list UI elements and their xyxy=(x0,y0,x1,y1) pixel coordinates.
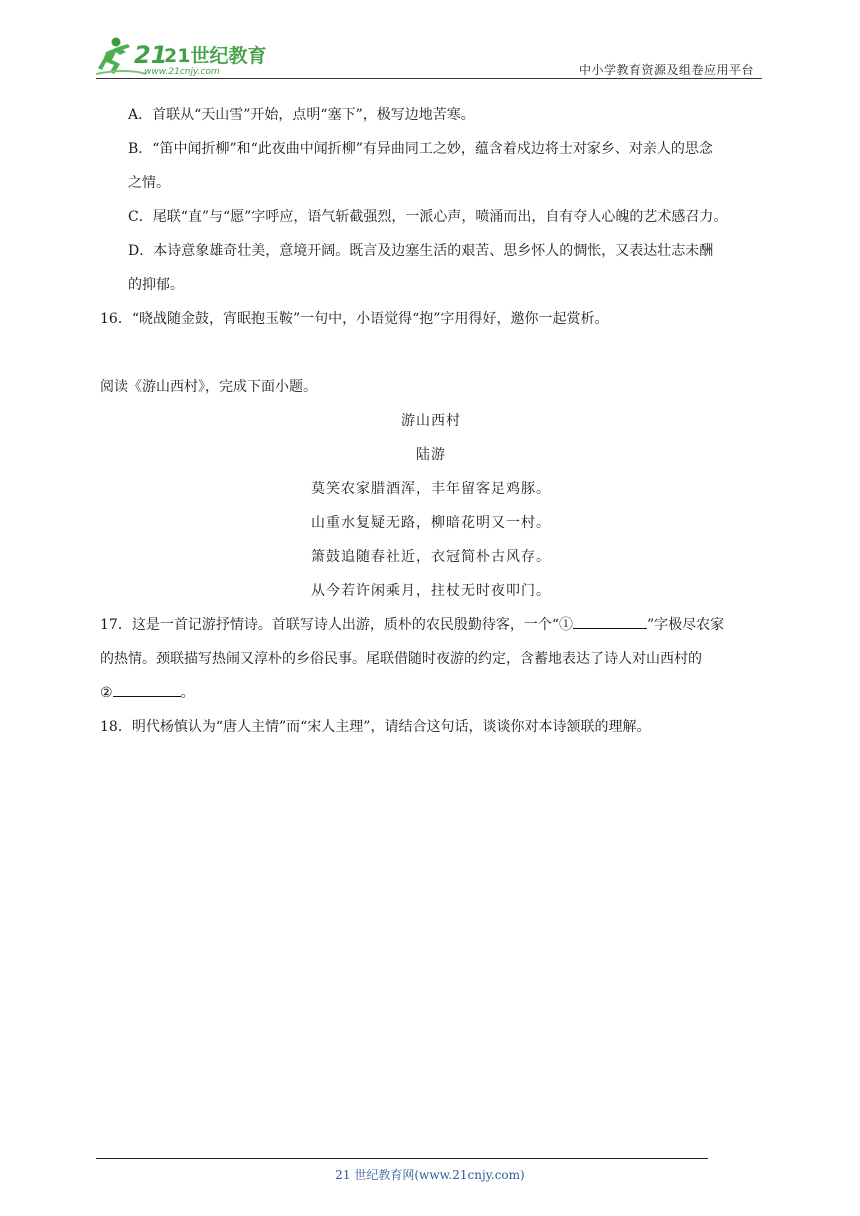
footer-divider xyxy=(96,1158,708,1159)
svg-text:21世纪教育: 21世纪教育 xyxy=(164,45,266,67)
option-d-line2: 的抑郁。 xyxy=(128,277,184,293)
poem-line-1: 莫笑农家腊酒浑，丰年留客足鸡豚。 xyxy=(311,481,551,497)
option-a: A．首联从“天山雪”开始，点明“塞下”，极写边地苦寒。 xyxy=(128,107,475,123)
question-17-line3 xyxy=(100,676,762,710)
question-17-part1: 17．这是一首记游抒情诗。首联写诗人出游，质朴的农民殷勤待客，一个“① xyxy=(100,617,573,633)
header-divider xyxy=(96,78,762,79)
platform-name: 中小学教育资源及组卷应用平台 xyxy=(578,63,754,77)
poem-line-2: 山重水复疑无路，柳暗花明又一村。 xyxy=(311,515,551,531)
runner-logo-icon xyxy=(96,34,266,80)
question-17-part2: ”字极尽农家 xyxy=(646,617,725,633)
option-c: C．尾联“直”与“愿”字呼应，语气斩截强烈，一派心声，喷涌而出，自有夺人心魄的艺术感召力。 xyxy=(128,209,728,225)
question-17-marker-2: ② xyxy=(100,685,113,701)
svg-text:www.21cnjy.com: www.21cnjy.com xyxy=(144,67,220,77)
question-18: 18．明代杨慎认为“唐人主情”而“宋人主理”，请结合这句话，谈谈你对本诗颔联的理解。 xyxy=(100,719,651,735)
poem-line-4: 从今若许闲乘月，拄杖无时夜叩门。 xyxy=(311,583,551,599)
poem-author: 陆游 xyxy=(416,447,446,463)
poem-title: 游山西村 xyxy=(401,413,461,429)
poem-line-3: 箫鼓追随春社近，衣冠简朴古风存。 xyxy=(311,549,551,565)
question-17-end: 。 xyxy=(180,685,195,701)
document-body xyxy=(100,98,762,744)
question-17-line1 xyxy=(100,608,762,642)
answer-blank-1[interactable] xyxy=(573,616,647,629)
footer-link[interactable]: 21 世纪教育网(www.21cnjy.com) xyxy=(335,1168,525,1182)
option-b-line1: B．“笛中闻折柳”和“此夜曲中闻折柳”有异曲同工之妙，蕴含着戍边将士对家乡、对亲人的思念 xyxy=(128,141,713,157)
site-logo xyxy=(96,34,266,80)
question-17-line2: 的热情。颈联描写热闹又淳朴的乡俗民事。尾联借随时夜游的约定，含蓄地表达了诗人对山西村的 xyxy=(100,651,702,667)
page-header xyxy=(96,34,762,80)
svg-text:21: 21 xyxy=(134,41,168,69)
question-16: 16．“晓战随金鼓，宵眠抱玉鞍”一句中，小语觉得“抱”字用得好，邀你一起赏析。 xyxy=(100,311,609,327)
option-b-line2: 之情。 xyxy=(128,175,170,191)
answer-blank-2[interactable] xyxy=(113,684,181,697)
reading-intro: 阅读《游山西村》，完成下面小题。 xyxy=(100,379,317,395)
option-d-line1: D．本诗意象雄奇壮美，意境开阔。既言及边塞生活的艰苦、思乡怀人的惆怅，又表达壮志未酬 xyxy=(128,243,714,259)
